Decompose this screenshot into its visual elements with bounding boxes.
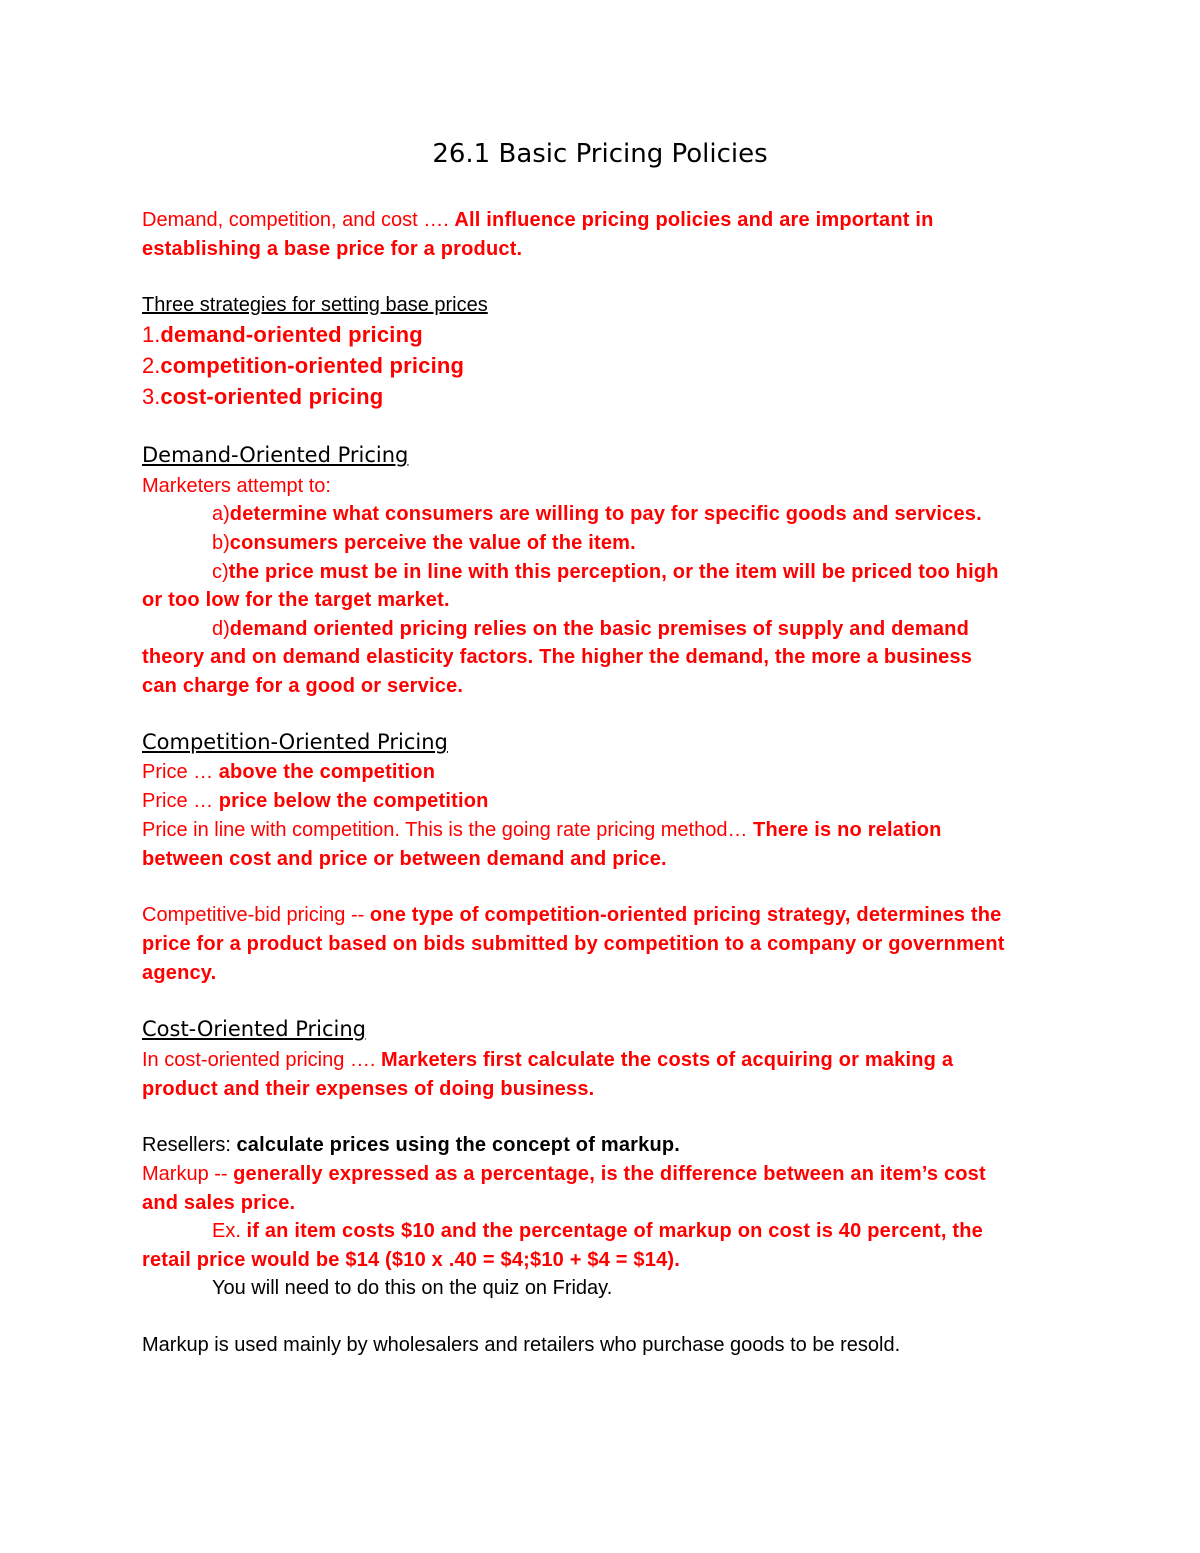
competition-above	[142, 758, 435, 786]
example-lead: Ex.	[212, 1220, 247, 1242]
cost-intro	[142, 1046, 953, 1074]
markup-text-1: generally expressed as a percentage, is the difference between an item’s cost	[233, 1163, 986, 1185]
demand-b-text: consumers perceive the value of the item.	[229, 532, 636, 554]
demand-d-text-3: can charge for a good or service.	[142, 675, 464, 697]
markup-line	[142, 1160, 986, 1188]
strategy-text-3: cost-oriented pricing	[160, 384, 384, 409]
demand-item-c	[212, 558, 999, 586]
closing-note: Markup is used mainly by wholesalers and retailers who purchase goods to be resold.	[142, 1334, 901, 1356]
competitive-bid-lead: Competitive-bid pricing --	[142, 904, 370, 926]
competition-below-text: price below the competition	[218, 790, 489, 812]
cost-intro-text-1: Marketers first calculate the costs of acquiring or making a	[381, 1049, 954, 1071]
markup-lead: Markup --	[142, 1163, 234, 1185]
demand-a-label: a)	[212, 503, 230, 525]
strategy-item-1	[142, 320, 423, 350]
competition-inline-text-1: There is no relation	[753, 819, 942, 841]
competitive-bid-text-3: agency.	[142, 962, 217, 984]
competition-inline-text-2: between cost and price or between demand and price.	[142, 848, 667, 870]
demand-heading: Demand-Oriented Pricing	[142, 443, 409, 467]
demand-c-text-1: the price must be in line with this perception, or the item will be priced too high	[228, 561, 999, 583]
competition-below	[142, 787, 489, 815]
competition-inline-lead: Price in line with competition. This is the going rate pricing method…	[142, 819, 754, 841]
cost-intro-lead: In cost-oriented pricing ….	[142, 1049, 381, 1071]
intro-line-1	[142, 206, 934, 234]
resellers-lead: Resellers:	[142, 1134, 237, 1156]
intro-lead: Demand, competition, and cost ….	[142, 209, 455, 231]
demand-c-label: c)	[212, 561, 229, 583]
example-line	[212, 1217, 983, 1245]
cost-heading: Cost-Oriented Pricing	[142, 1017, 367, 1041]
competition-above-text: above the competition	[218, 761, 436, 783]
markup-text-2: and sales price.	[142, 1192, 296, 1214]
example-text-2: retail price would be $14 ($10 x .40 = $4;$10 + $4 = $14).	[142, 1249, 681, 1271]
competitive-bid-text-2: price for a product based on bids submitted by competition to a company or government	[142, 933, 1005, 955]
competitive-bid	[142, 901, 1001, 929]
strategy-text-2: competition-oriented pricing	[160, 353, 465, 378]
cost-intro-text-2: product and their expenses of doing business.	[142, 1078, 595, 1100]
strategy-item-2	[142, 351, 464, 381]
competition-inline	[142, 816, 942, 844]
resellers-text: calculate prices using the concept of markup.	[236, 1134, 681, 1156]
competition-above-lead: Price …	[142, 761, 219, 783]
demand-d-label: d)	[212, 618, 230, 640]
demand-d-text-1: demand oriented pricing relies on the basic premises of supply and demand	[229, 618, 970, 640]
demand-intro: Marketers attempt to:	[142, 475, 331, 497]
strategy-num-3: 3.	[142, 384, 161, 409]
competitive-bid-text-1: one type of competition-oriented pricing strategy, determines the	[369, 904, 1002, 926]
quiz-note: You will need to do this on the quiz on Friday.	[212, 1277, 613, 1299]
intro-line-2: establishing a base price for a product.	[142, 238, 523, 260]
strategy-num-1: 1.	[142, 322, 161, 347]
page-title: 26.1 Basic Pricing Policies	[432, 139, 768, 169]
competition-heading: Competition-Oriented Pricing	[142, 730, 448, 754]
demand-item-d	[212, 615, 969, 643]
demand-c-text-2: or too low for the target market.	[142, 589, 450, 611]
resellers-line	[142, 1131, 680, 1159]
demand-item-a	[212, 500, 982, 528]
strategy-item-3	[142, 382, 383, 412]
demand-a-text: determine what consumers are willing to pay for specific goods and services.	[229, 503, 982, 525]
competition-below-lead: Price …	[142, 790, 219, 812]
demand-d-text-2: theory and on demand elasticity factors. The higher the demand, the more a business	[142, 646, 973, 668]
strategy-num-2: 2.	[142, 353, 161, 378]
strategies-heading: Three strategies for setting base prices	[142, 294, 488, 316]
demand-b-label: b)	[212, 532, 230, 554]
example-text-1: if an item costs $10 and the percentage of markup on cost is 40 percent, the	[246, 1220, 983, 1242]
strategy-text-1: demand-oriented pricing	[160, 322, 423, 347]
intro-bold-1: All influence pricing policies and are important in	[454, 209, 934, 231]
demand-item-b	[212, 529, 636, 557]
